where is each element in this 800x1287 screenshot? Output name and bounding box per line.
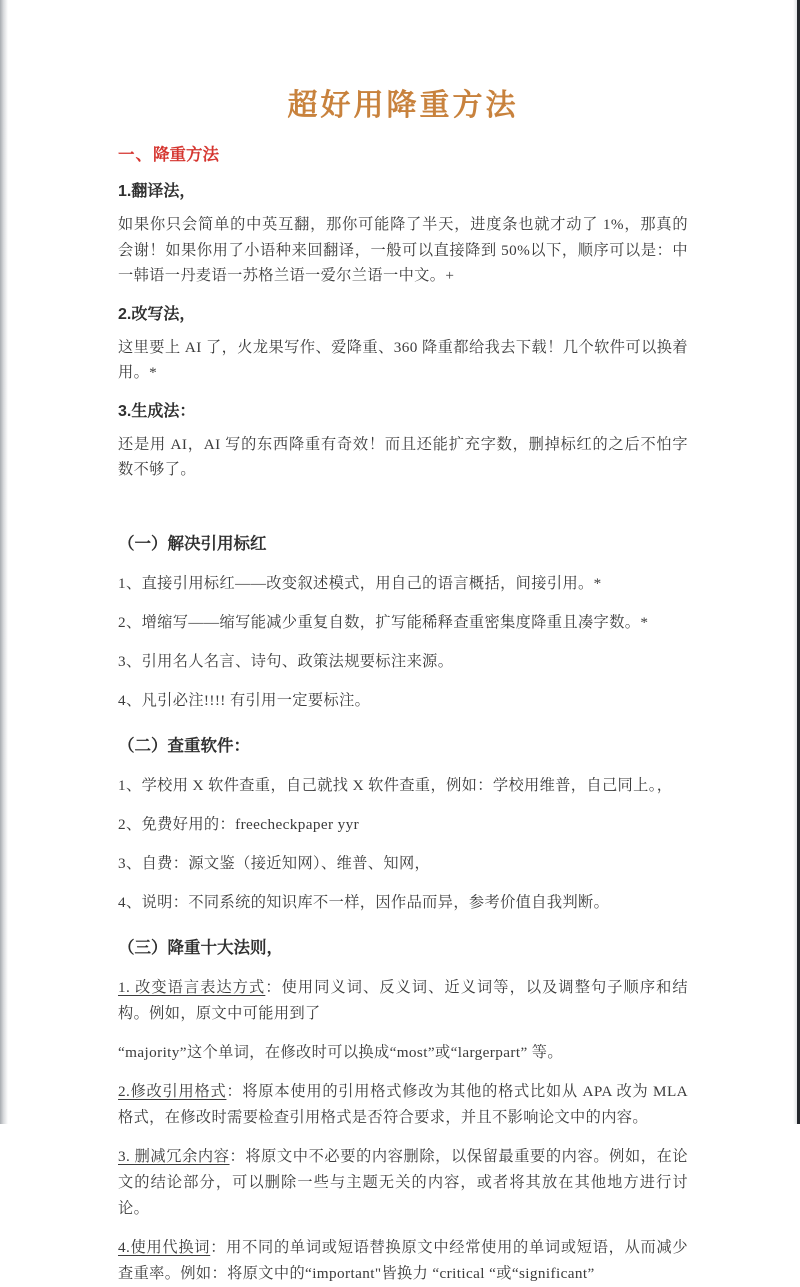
list-item: 3、引用名人名言、诗句、政策法规要标注来源。 <box>118 652 454 670</box>
subsection-1-heading: （一）解决引用标红 <box>118 534 267 553</box>
subsection-2-heading: （二）查重软件： <box>118 736 250 755</box>
subsection-3-heading: （三）降重十大法则， <box>118 938 283 957</box>
method-3-label: 3.生成法： <box>118 402 196 420</box>
rule-4-text: ：用不同的单词或短语替换原文中经常使用的单词或短语，从而减少查重率。例如：将原文中的“important"皆换力 “critical “或“significant” <box>118 1238 688 1282</box>
section-heading-text: 降重方法 <box>153 146 219 164</box>
rule-2-lead: 2.修改引用格式 <box>118 1082 227 1100</box>
list-item: 4、说明：不同系统的知识库不一样，因作品而异，参考价值自我判断。 <box>118 893 610 911</box>
list-item: 3、自费：源文鉴（接近知网）、维普、知网， <box>118 854 431 872</box>
method-2-paragraph: 这里要上 AI 了，火龙果写作、爱降重、360 降重都给我去下载！几个软件可以换着用。* <box>118 338 688 381</box>
section-number: 一、 <box>118 146 153 164</box>
rule-paragraph-2 <box>118 1079 688 1131</box>
rule-paragraph-4 <box>118 1235 688 1287</box>
list-item: 1、学校用 X 软件查重，自己就找 X 软件查重，例如：学校用维普，自己同上。， <box>118 776 673 794</box>
rule-1-lead: 1. 改变语言表达方式 <box>118 978 266 996</box>
section-heading-1 <box>118 144 688 166</box>
rule-3-lead: 3. 删减冗余内容 <box>118 1147 230 1165</box>
method-1-label: 1.翻译法， <box>118 183 196 200</box>
list-item: 1、直接引用标红——改变叙述模式，用自己的语言概括，间接引用。* <box>118 574 602 592</box>
method-2-label: 2.改写法， <box>118 305 196 323</box>
rule-paragraph-1-example <box>118 1040 688 1066</box>
rule-paragraph-3 <box>118 1144 688 1222</box>
rule-1-text: ：使用同义词、反义词、近义词等，以及调整句子顺序和结构。例如，原文中可能用到了 <box>118 978 688 1022</box>
list-item: 2、免费好用的：freecheckpaper yyr <box>118 815 360 833</box>
list-item: 4、凡引必注!!!! 有引用一定要标注。 <box>118 691 371 709</box>
rule-example-text: “majority”这个单词，在修改时可以换成“most”或“largerpart” 等。 <box>118 1043 563 1061</box>
rule-3-text: ：将原文中不必要的内容删除，以保留最重要的内容。例如，在论文的结论部分，可以删除一些与主题无关的内容，或者将其放在其他地方进行讨论。 <box>118 1147 688 1217</box>
method-1-paragraph: 如果你只会简单的中英互翻，那你可能降了半天，进度条也就才动了 1%，那真的会谢！如果你用了小语种来回翻译，一般可以直接降到 50%以下，顺序可以是：中一韩语一丹麦语一苏格兰语一爱尔兰语一中文。+ <box>118 216 688 284</box>
page-title: 超好用降重方法 <box>287 89 519 122</box>
rule-4-lead: 4.使用代换词 <box>118 1238 211 1256</box>
rule-2-text: ：将原本使用的引用格式修改为其他的格式比如从 APA 改为 MLA 格式，在修改时需要检查引用格式是否符合要求，并且不影响论文中的内容。 <box>118 1082 688 1126</box>
list-item: 2、增缩写——缩写能减少重复自数，扩写能稀释查重密集度降重且凑字数。* <box>118 613 649 631</box>
rule-paragraph-1 <box>118 975 688 1027</box>
method-3-paragraph: 还是用 AI，AI 写的东西降重有奇效！而且还能扩充字数，删掉标红的之后不怕字数不够了。 <box>118 435 688 478</box>
